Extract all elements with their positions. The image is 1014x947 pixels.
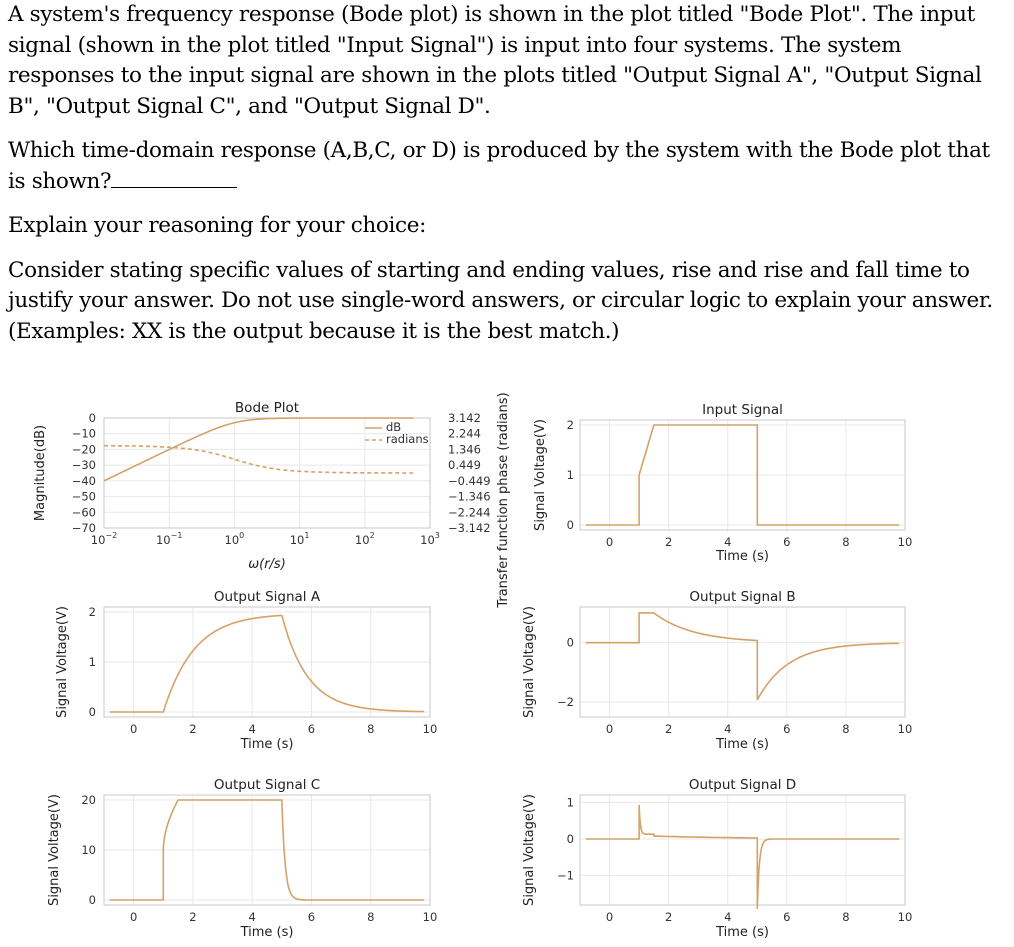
question-intro: A system's frequency response (Bode plot) is shown in the plot titled "Bode Plot". The input signal (shown in the plot titled "Input Signal") is input into four systems. The system responses to the input signal are shown in the plots titled "Output Signal A", "Output Signal B", "Output Signal C", and "Output Signal D". [8, 2, 982, 119]
x-tick-label: 8 [842, 910, 850, 924]
x-tick-label: 6 [783, 910, 791, 924]
chart-title: Output Signal B [689, 589, 796, 605]
x-tick-exponent: −2 [105, 531, 118, 540]
x-tick-label: 10 [897, 535, 913, 549]
x-tick-label: 6 [307, 910, 316, 924]
y2-tick-label: 3.142 [448, 411, 481, 425]
y-tick-label: 2 [566, 418, 574, 432]
question-prompt-text: Which time-domain response (A,B,C, or D) is produced by the system with the Bode plot that is shown? [8, 138, 990, 194]
x-tick-label: $10^1$ [289, 531, 310, 547]
x-tick-label: 2 [189, 910, 197, 924]
y-tick-label: −60 [71, 505, 96, 520]
x-axis-label: Time (s) [716, 925, 769, 940]
x-axis-label: Time (s) [716, 737, 769, 752]
x-tick-label: 4 [248, 722, 256, 736]
x-tick-label: 2 [189, 722, 197, 736]
x-tick-label: 8 [367, 910, 375, 924]
y-tick-label: 0 [88, 893, 96, 907]
y-tick-label: 0 [88, 411, 96, 425]
x-tick-label: 6 [307, 722, 316, 736]
x-tick-label: 8 [367, 722, 375, 736]
y-axis-label: Signal Voltage(V) [55, 606, 70, 718]
x-tick-label: 2 [664, 535, 673, 549]
x-tick-label: $10^{-1}$ [155, 531, 183, 547]
x-tick-exponent: 1 [304, 531, 310, 540]
y-tick-label: 0 [566, 832, 574, 846]
y-axis-label: Signal Voltage(V) [533, 419, 548, 531]
x-tick-label: $10^{-2}$ [90, 531, 118, 547]
x-tick-label: 0 [605, 722, 614, 736]
y-tick-label: 1 [88, 655, 96, 669]
y-tick-label: −1 [557, 868, 574, 883]
legend-label-db: dB [386, 420, 402, 434]
series-line [586, 805, 899, 909]
chart-input [533, 402, 912, 564]
y-tick-label: −2 [557, 695, 574, 710]
x-tick-exponent: 2 [369, 531, 375, 540]
x-tick-label: 4 [724, 535, 732, 549]
x-axis-label: Time (s) [240, 737, 294, 752]
chart-A [55, 589, 437, 752]
y2-tick-label: 0.449 [448, 458, 481, 473]
x-tick-label: $10^2$ [354, 531, 375, 547]
x-tick-label: 0 [129, 910, 138, 924]
legend-label-radians: radians [386, 432, 429, 446]
chart-B [522, 589, 912, 752]
reasoning-prompt: Explain your reasoning for your choice: [8, 213, 426, 238]
x-tick-label: 10 [422, 722, 438, 736]
y-axis-label: Signal Voltage(V) [522, 794, 537, 906]
y2-tick-label: 1.346 [448, 442, 481, 457]
y2-tick-label: −2.244 [448, 505, 491, 520]
x-tick-exponent: 0 [239, 531, 245, 540]
y-tick-label: −10 [71, 426, 96, 441]
x-tick-label: 0 [605, 910, 614, 924]
chart-C [47, 777, 437, 940]
guidance-text: Consider stating specific values of starting and ending values, rise and rise and fall time to justify your answer. Do not use single-word answers, or circular logic to explain your answer. (Examples: XX is the output because it is the best match.) [8, 257, 993, 344]
legend [365, 420, 429, 446]
chart-title: Output Signal A [213, 589, 321, 605]
x-tick-exponent: −1 [170, 531, 183, 540]
chart-bode [33, 392, 511, 608]
y-tick-label: 10 [81, 843, 96, 857]
y-tick-label: −30 [71, 458, 96, 473]
x-tick-label: 4 [724, 722, 732, 736]
x-tick-exponent: 3 [434, 531, 440, 540]
y2-tick-label: 2.244 [448, 426, 481, 441]
x-axis-label: ω(r/s) [248, 557, 286, 572]
x-tick-label: 2 [664, 722, 673, 736]
y-tick-label: 0 [566, 518, 574, 532]
x-axis-label: Time (s) [240, 925, 294, 940]
x-tick-label: 8 [842, 535, 850, 549]
y-tick-label: −40 [71, 473, 96, 488]
y2-tick-label: −1.346 [448, 489, 491, 504]
y2-axis-label: Transfer function phase (radians) [496, 392, 511, 608]
plot-frame [580, 795, 905, 905]
chart-D [522, 777, 912, 940]
y-axis-label: Signal Voltage(V) [522, 606, 537, 718]
x-tick-label: 6 [783, 535, 791, 549]
x-tick-label: 6 [783, 722, 791, 736]
x-tick-label: 0 [129, 722, 138, 736]
y-tick-label: −50 [71, 489, 96, 504]
x-tick-label: 10 [897, 910, 913, 924]
y-tick-label: −70 [71, 521, 96, 535]
y-tick-label: −20 [71, 442, 96, 457]
y-tick-label: 1 [566, 468, 574, 482]
x-tick-label: 4 [724, 910, 732, 924]
x-tick-label: 0 [605, 535, 614, 549]
series-line [586, 613, 899, 700]
chart-title: Bode Plot [234, 400, 300, 416]
y-tick-label: 0 [88, 705, 96, 719]
y2-tick-label: −0.449 [448, 473, 491, 488]
x-tick-label: 2 [664, 910, 673, 924]
x-tick-label: $10^3$ [420, 531, 440, 547]
x-tick-label: 10 [897, 722, 913, 736]
y-tick-label: 1 [566, 795, 574, 810]
y-tick-label: 0 [566, 635, 574, 650]
series-line [110, 615, 424, 712]
x-axis-label: Time (s) [716, 549, 769, 564]
y-axis-label: Magnitude(dB) [33, 424, 48, 522]
plot-frame [104, 418, 430, 528]
x-tick-label: 8 [842, 722, 850, 736]
chart-title: Output Signal C [213, 777, 321, 793]
plot-frame [580, 607, 905, 717]
x-tick-label: 10 [422, 910, 438, 924]
y2-tick-label: −3.142 [448, 521, 491, 535]
y-tick-label: 2 [88, 605, 96, 619]
y-tick-label: 20 [81, 793, 96, 807]
chart-title: Input Signal [702, 402, 783, 418]
chart-title: Output Signal D [688, 777, 797, 793]
x-tick-label: $10^0$ [224, 531, 245, 547]
x-tick-label: 4 [248, 910, 256, 924]
y-axis-label: Signal Voltage(V) [47, 794, 62, 906]
